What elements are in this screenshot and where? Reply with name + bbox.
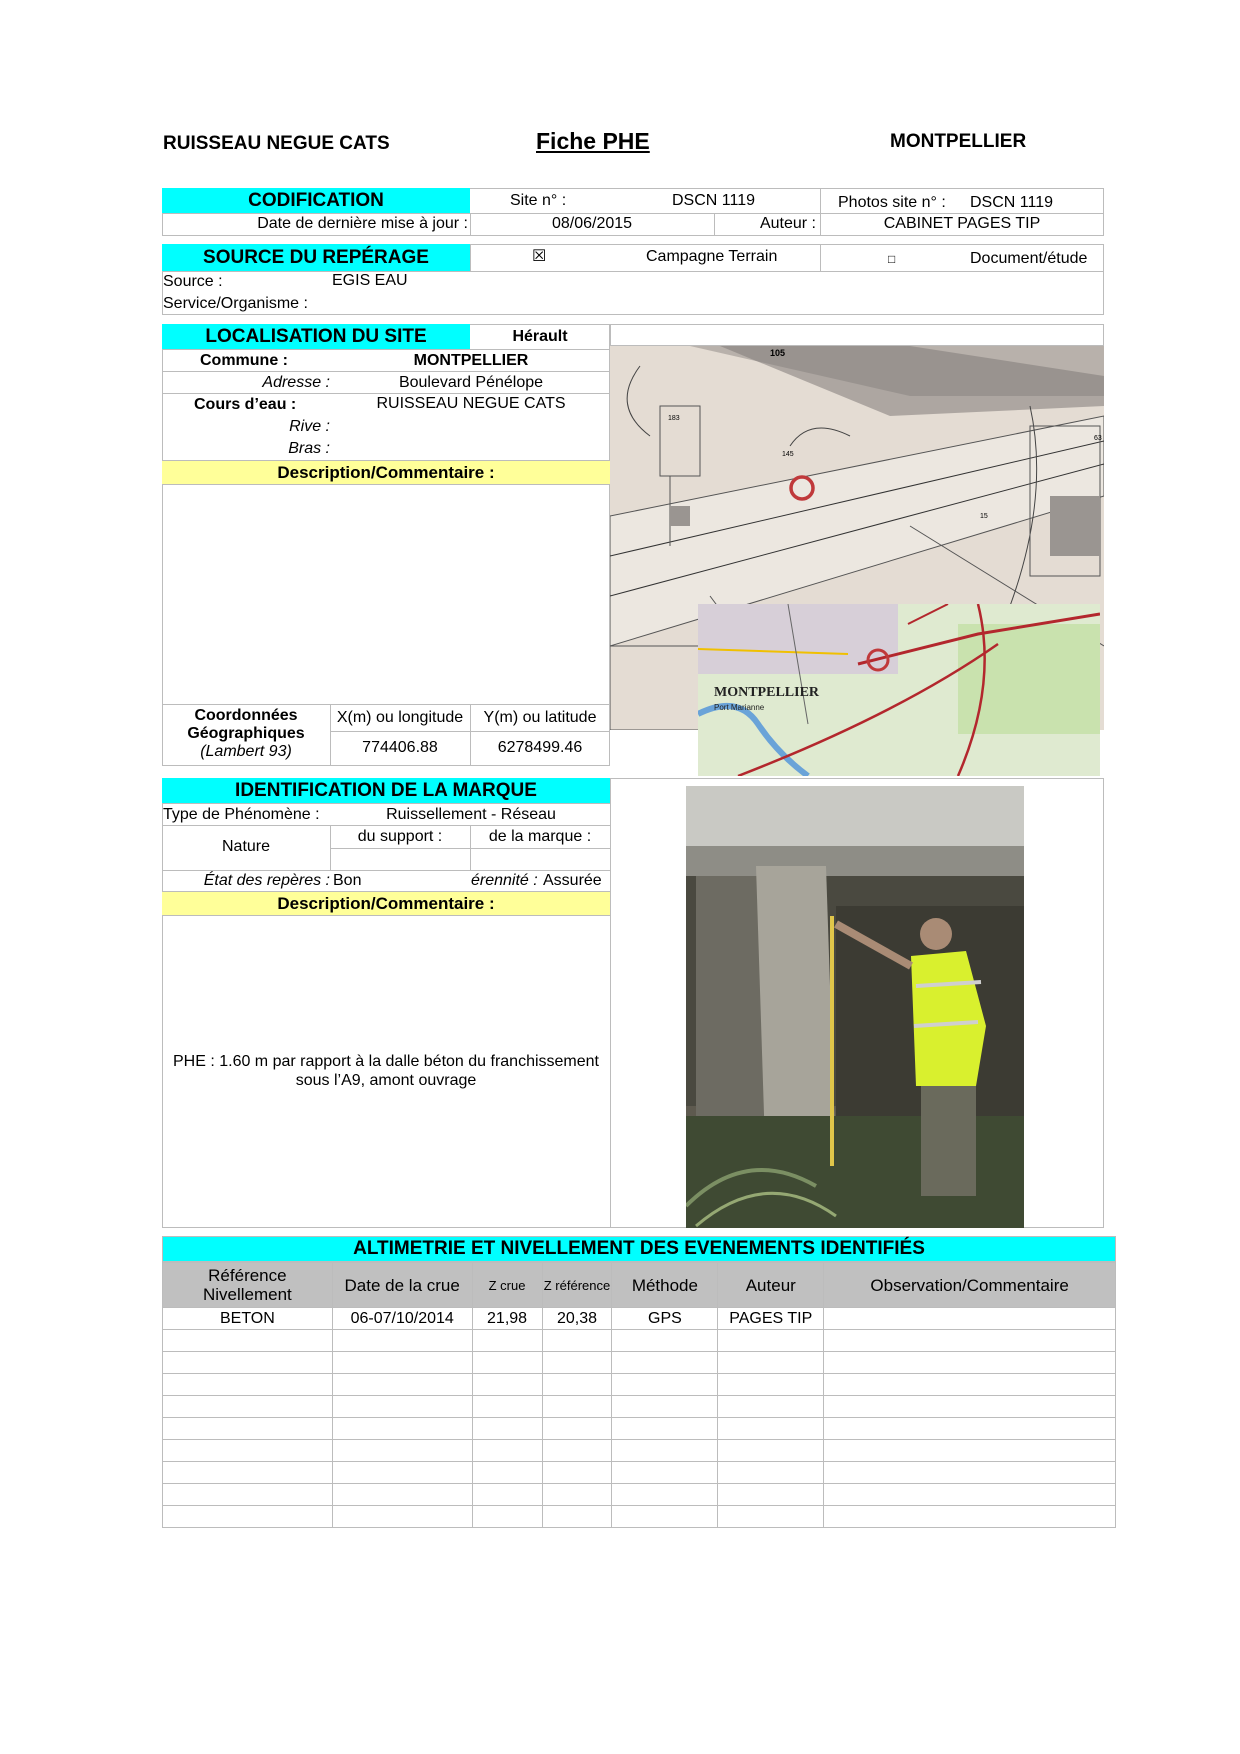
table-row-empty (163, 1440, 1116, 1462)
etat-label: État des repères : (203, 872, 330, 889)
document-checkbox[interactable]: □ (888, 252, 896, 266)
cell-zreference: 20,38 (542, 1308, 612, 1330)
altimetrie-table (162, 1262, 1116, 1528)
map-label-63: 63 (1094, 435, 1102, 442)
marque-label: de la marque : (488, 828, 592, 845)
topo-map (698, 604, 1100, 776)
table-row-empty (163, 1506, 1116, 1528)
coord-label-3: (Lambert 93) (200, 743, 292, 760)
site-photo (686, 786, 1024, 1228)
nature-label: Nature (221, 838, 271, 855)
commune-label: Commune : (200, 352, 288, 369)
topo-label: MONTPELLIER (714, 685, 820, 700)
campagne-label: Campagne Terrain (646, 248, 778, 265)
identification-title: IDENTIFICATION DE LA MARQUE (162, 778, 610, 803)
col-header-methode: Méthode (612, 1263, 718, 1308)
date-label: Date de dernière mise à jour : (257, 215, 468, 232)
col-header-zcrue: Z crue (472, 1263, 542, 1308)
cell-methode: GPS (612, 1308, 718, 1330)
localisation-title: LOCALISATION DU SITE (162, 324, 470, 349)
coord-label-2: Géographiques (187, 725, 305, 742)
map-label-183: 183 (668, 415, 680, 422)
document-title: Fiche PHE (536, 128, 650, 154)
codification-title: CODIFICATION (162, 188, 470, 213)
auteur-label: Auteur : (759, 215, 816, 232)
document-label: Document/étude (970, 250, 1088, 267)
table-row-empty (163, 1484, 1116, 1506)
map-label-145: 145 (782, 451, 794, 458)
bras-label: Bras : (288, 440, 330, 457)
adresse-value: Boulevard Pénélope (398, 374, 544, 391)
x-label: X(m) ou longitude (336, 709, 464, 726)
cell-date: 06-07/10/2014 (332, 1308, 472, 1330)
photos-label: Photos site n° : (838, 194, 946, 211)
photos-value: DSCN 1119 (970, 194, 1053, 211)
cours-label: Cours d’eau : (194, 396, 297, 413)
source-title: SOURCE DU REPÉRAGE (162, 244, 470, 271)
map-label-105: 105 (770, 348, 786, 358)
date-value: 08/06/2015 (551, 215, 633, 232)
col-header-observation: Observation/Commentaire (824, 1263, 1116, 1308)
cell-zcrue: 21,98 (472, 1308, 542, 1330)
map-frame-top (610, 324, 1104, 346)
rive-label: Rive : (289, 418, 330, 435)
cell-auteur: PAGES TIP (718, 1308, 824, 1330)
cours-value: RUISSEAU NEGUE CATS (376, 395, 566, 412)
source-label: Source : (163, 273, 223, 290)
table-row-empty (163, 1374, 1116, 1396)
river-name: RUISSEAU NEGUE CATS (163, 133, 390, 154)
col-header-zreference: Z référence (542, 1263, 612, 1308)
x-value: 774406.88 (362, 739, 438, 756)
perennite-value: Assurée (543, 872, 602, 889)
topo-sublabel: Port Marianne (714, 703, 765, 712)
identification-desc-title: Description/Commentaire : (162, 891, 610, 916)
cell-observation (824, 1308, 1116, 1330)
adresse-label: Adresse : (262, 374, 330, 391)
table-row (163, 1308, 1116, 1330)
map-label-15: 15 (980, 513, 988, 520)
type-label: Type de Phénomène : (163, 806, 320, 823)
source-value: EGIS EAU (332, 272, 408, 289)
service-label: Service/Organisme : (163, 295, 308, 312)
etat-value: Bon (333, 872, 362, 889)
altimetrie-title: ALTIMETRIE ET NIVELLEMENT DES EVENEMENTS IDENTIFIÉS (162, 1236, 1116, 1262)
table-row-empty (163, 1396, 1116, 1418)
table-header-row (163, 1263, 1116, 1308)
col-header-date: Date de la crue (332, 1263, 472, 1308)
localisation-desc-title: Description/Commentaire : (162, 460, 610, 485)
y-label: Y(m) ou latitude (483, 709, 597, 726)
table-row-empty (163, 1330, 1116, 1352)
site-label: Site n° : (510, 192, 567, 209)
perennite-label: érennité : (471, 872, 538, 889)
auteur-value: CABINET PAGES TIP (883, 215, 1041, 232)
city-name: MONTPELLIER (890, 131, 1027, 152)
col-header-auteur: Auteur (718, 1263, 824, 1308)
support-label: du support : (357, 828, 443, 845)
table-row-empty (163, 1352, 1116, 1374)
departement: Hérault (512, 328, 568, 345)
col-header-reference: Référence Nivellement (163, 1263, 333, 1308)
table-row-empty (163, 1462, 1116, 1484)
coord-label-1: Coordonnées (194, 707, 298, 724)
cell-reference: BETON (163, 1308, 333, 1330)
site-value: DSCN 1119 (672, 192, 755, 209)
y-value: 6278499.46 (497, 739, 583, 756)
type-value: Ruissellement - Réseau (386, 806, 556, 823)
table-row-empty (163, 1418, 1116, 1440)
campagne-checkbox[interactable]: ☒ (532, 248, 547, 265)
identification-desc-line1: PHE : 1.60 m par rapport à la dalle béton du franchissement (172, 1053, 599, 1070)
commune-value: MONTPELLIER (413, 352, 529, 369)
identification-desc-line2: sous l’A9, amont ouvrage (295, 1072, 477, 1089)
